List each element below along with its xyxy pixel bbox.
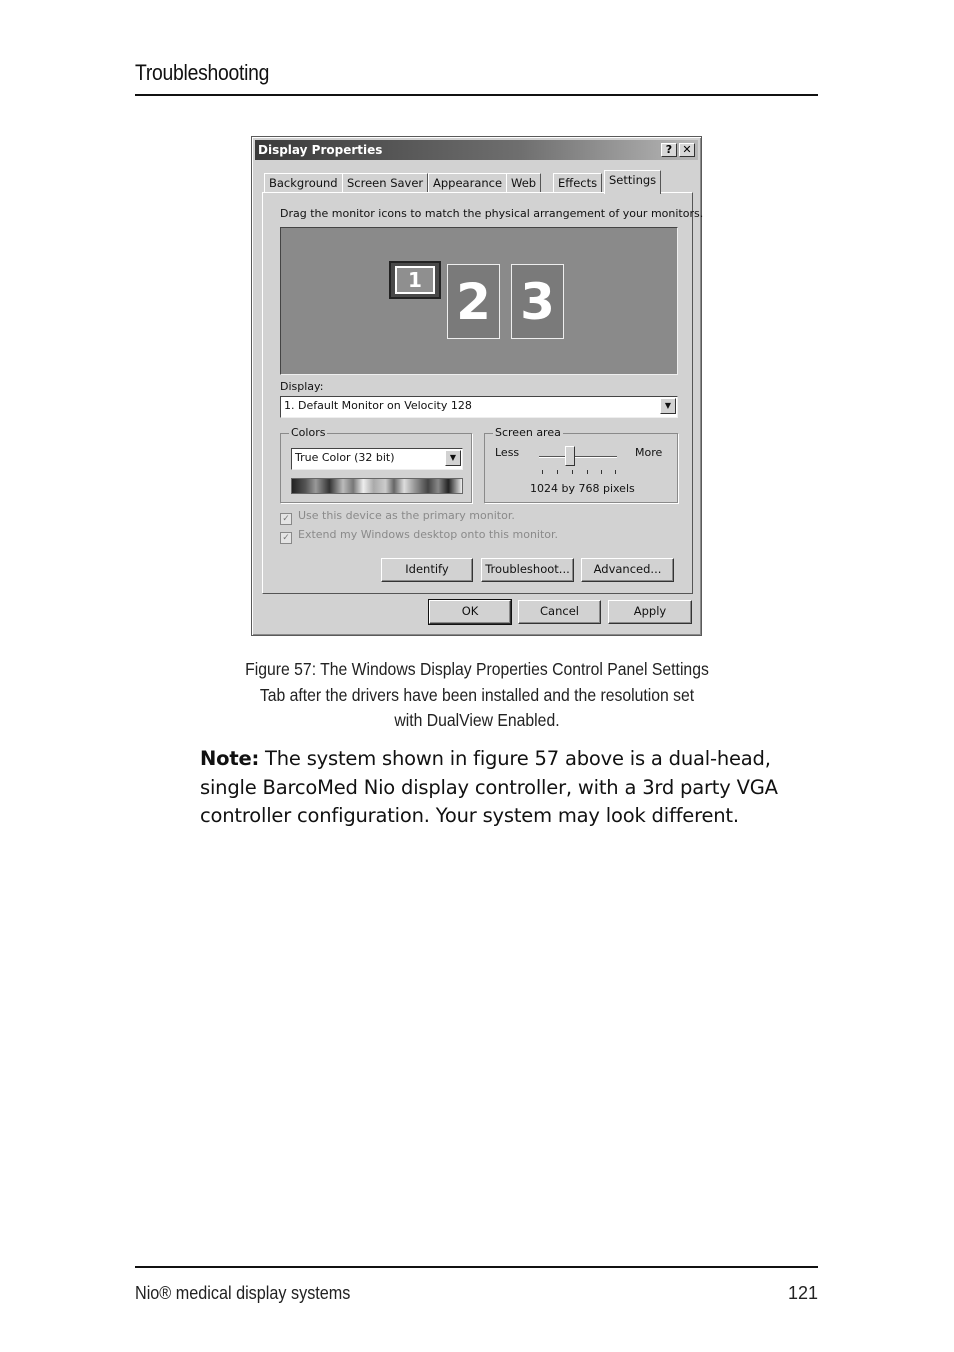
colors-group [280, 426, 472, 503]
extend-desktop-checkbox[interactable] [280, 528, 558, 544]
page-header [135, 60, 818, 96]
display-select[interactable] [280, 396, 678, 418]
slider-tick [557, 470, 558, 474]
chevron-down-icon[interactable]: ▼ [660, 398, 676, 414]
checkmark-icon: ✓ [280, 532, 292, 544]
slider-tick [572, 470, 573, 474]
ok-button[interactable]: OK [429, 600, 511, 624]
monitor-2-icon[interactable]: 2 [447, 264, 500, 339]
footer-rule [135, 1266, 818, 1268]
resolution-slider-thumb[interactable] [565, 446, 575, 466]
checkmark-icon: ✓ [280, 513, 292, 525]
monitor-1-number: 1 [395, 266, 435, 294]
primary-monitor-label: Use this device as the primary monitor. [298, 509, 515, 522]
slider-tick [542, 470, 543, 474]
slider-less-label: Less [495, 446, 520, 459]
arrangement-instruction: Drag the monitor icons to match the physical arrangement of your monitors. [280, 207, 704, 220]
color-depth-preview [291, 478, 463, 494]
section-title: Troubleshooting [135, 60, 270, 85]
note-label: Note: [200, 747, 260, 770]
tab-background[interactable]: Background [264, 173, 343, 193]
monitor-1-icon[interactable] [389, 261, 441, 299]
settings-panel [262, 192, 704, 594]
monitor-arrangement-area[interactable] [280, 227, 678, 375]
colors-select[interactable] [291, 448, 463, 470]
colors-group-label: Colors [291, 426, 326, 439]
caption-line: Figure 57: The Windows Display Properties Control Panel Settings [245, 659, 709, 679]
tab-web[interactable]: Web [506, 173, 541, 193]
slider-more-label: More [635, 446, 663, 459]
screen-area-group [484, 426, 678, 503]
monitor-3-icon[interactable]: 3 [511, 264, 564, 339]
tab-settings[interactable]: Settings [604, 170, 661, 194]
close-icon[interactable]: ✕ [679, 143, 695, 157]
note-paragraph [200, 745, 820, 831]
slider-tick [587, 470, 588, 474]
troubleshoot-button[interactable]: Troubleshoot... [481, 558, 574, 582]
apply-button[interactable]: Apply [608, 600, 692, 624]
figure-caption [215, 657, 739, 734]
resolution-slider-track[interactable] [539, 456, 617, 458]
slider-tick [615, 470, 616, 474]
help-icon[interactable]: ? [661, 143, 677, 157]
tab-appearance[interactable]: Appearance [428, 173, 507, 193]
chevron-down-icon[interactable]: ▼ [445, 450, 461, 466]
slider-tick [601, 470, 602, 474]
caption-line: Tab after the drivers have been installed and the resolution set [259, 684, 695, 705]
dialog-titlebar[interactable] [255, 140, 698, 160]
footer-product: Nio® medical display systems [135, 1283, 351, 1303]
display-label: Display: [280, 380, 324, 393]
dialog-title: Display Properties [258, 143, 383, 157]
colors-select-value: True Color (32 bit) [295, 451, 395, 464]
display-properties-dialog [251, 136, 702, 636]
tab-effects[interactable]: Effects [553, 173, 602, 193]
display-select-value: 1. Default Monitor on Velocity 128 [284, 399, 472, 412]
primary-monitor-checkbox[interactable] [280, 509, 515, 525]
tab-screen-saver[interactable]: Screen Saver [342, 173, 428, 193]
cancel-button[interactable]: Cancel [518, 600, 601, 624]
identify-button[interactable]: Identify [381, 558, 473, 582]
advanced-button[interactable]: Advanced... [581, 558, 674, 582]
page-number: 121 [787, 1283, 818, 1303]
screen-area-group-label: Screen area [495, 426, 561, 439]
resolution-readout: 1024 by 768 pixels [530, 482, 635, 495]
extend-desktop-label: Extend my Windows desktop onto this monitor. [298, 528, 559, 541]
caption-line: with DualView Enabled. [394, 710, 560, 730]
note-text: The system shown in figure 57 above is a dual-head, single BarcoMed Nio display controller, with a 3rd party VGA controller configuration. Your system may look different. [200, 747, 778, 827]
